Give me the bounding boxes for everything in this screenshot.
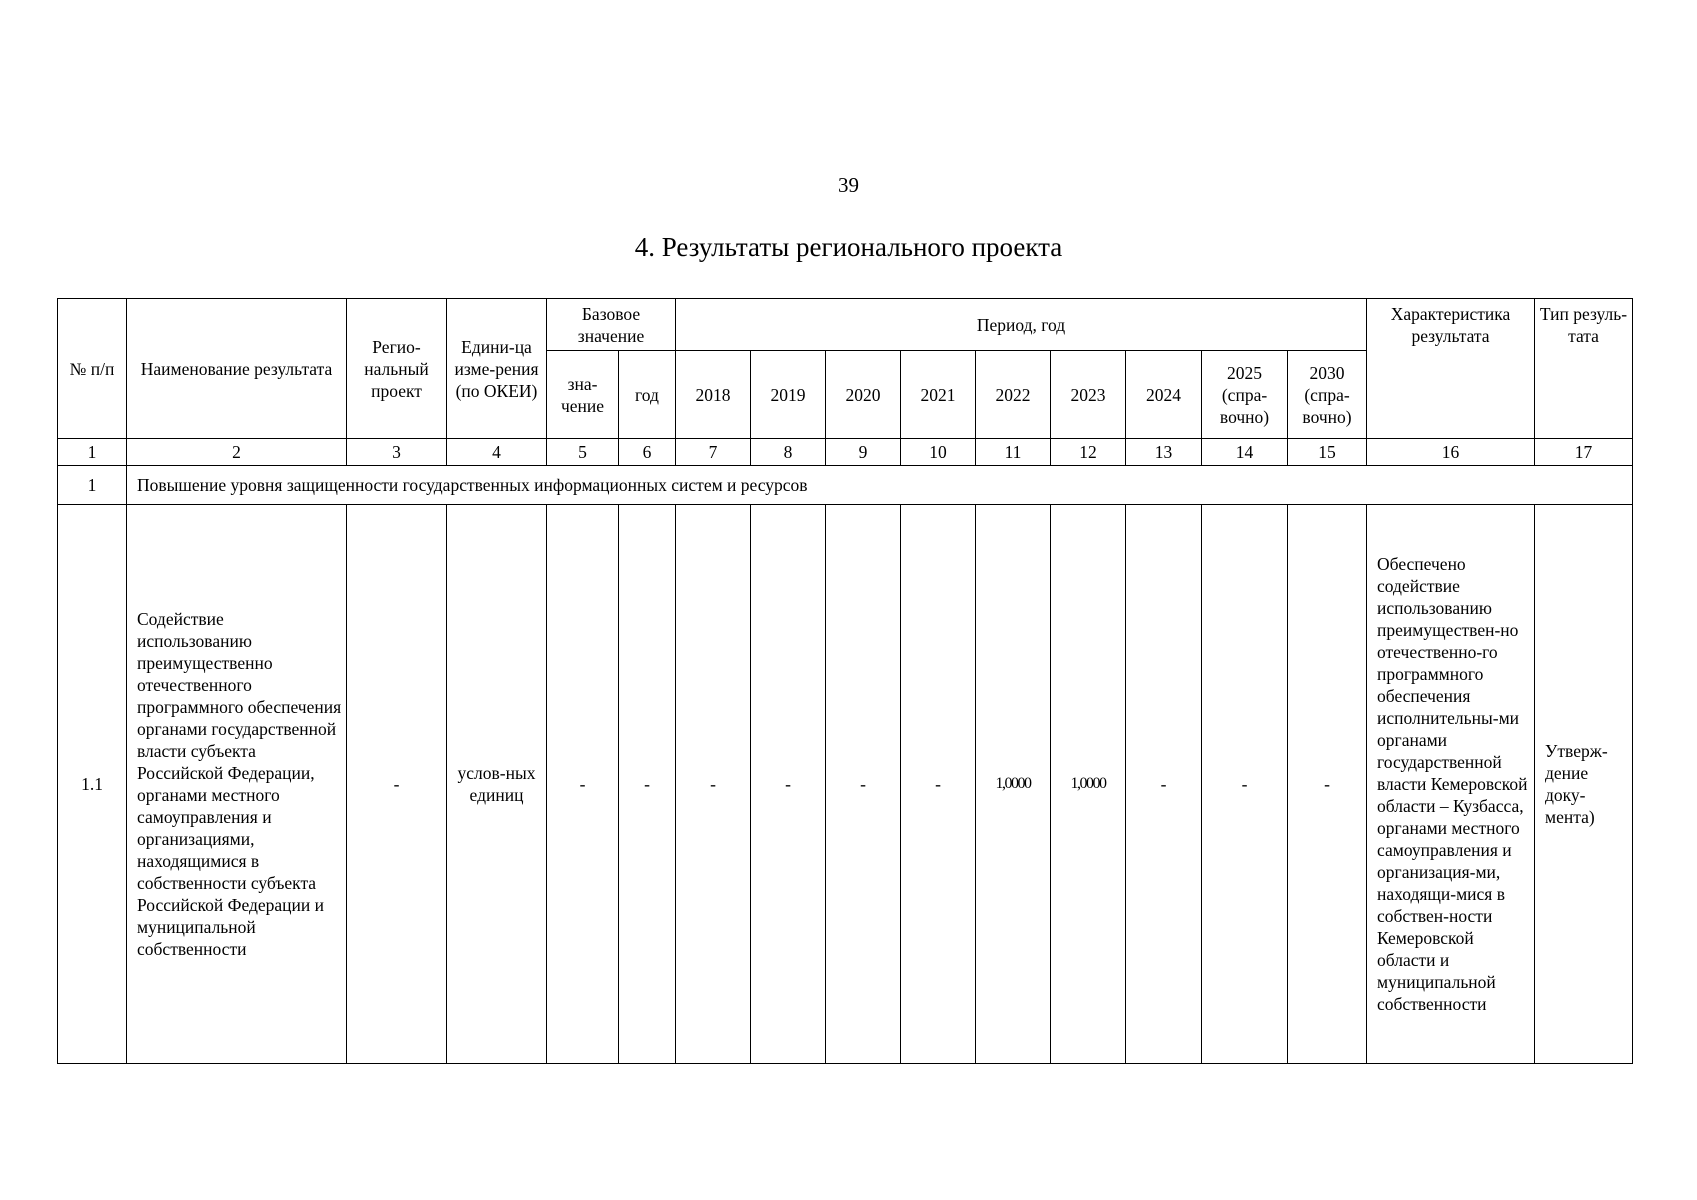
column-number: 12	[1051, 439, 1126, 466]
row-value-2025: -	[1202, 505, 1288, 1064]
header-year-2025: 2025 (спра-вочно)	[1202, 351, 1288, 439]
row-value-2020: -	[826, 505, 901, 1064]
row-value-2019: -	[751, 505, 826, 1064]
row-value-2018: -	[676, 505, 751, 1064]
page-number: 39	[838, 173, 859, 197]
header-characteristic: Характеристика результата	[1367, 299, 1535, 439]
section-title: Повышение уровня защищенности государственных информационных систем и ресурсов	[127, 466, 1633, 505]
header-row-top	[58, 299, 1633, 351]
header-year-2020: 2020	[826, 351, 901, 439]
row-base-value: -	[547, 505, 619, 1064]
section-num: 1	[58, 466, 127, 505]
row-value-2022: 1,0000	[976, 505, 1051, 1064]
column-number: 1	[58, 439, 127, 466]
header-name: Наименование результата	[127, 299, 347, 439]
column-number: 17	[1535, 439, 1633, 466]
row-value-2024: -	[1126, 505, 1202, 1064]
column-number: 4	[447, 439, 547, 466]
header-year-2019: 2019	[751, 351, 826, 439]
column-number: 3	[347, 439, 447, 466]
document-title: 4. Результаты регионального проекта	[634, 232, 1063, 262]
row-unit: услов-ных единиц	[447, 505, 547, 1064]
header-unit: Едини-ца изме-рения (по ОКЕИ)	[447, 299, 547, 439]
column-number: 2	[127, 439, 347, 466]
row-characteristic: Обеспечено содействие использованию преимуществен-но отечественно-го программного обеспечения исполнительны-ми органами государственной власти Кемеровской области – Кузбасса, органами местного самоуправления и организация-ми, находящи-мися в собствен-ности Кемеровской области и муниципальной собственности	[1367, 505, 1535, 1064]
header-year-2030: 2030 (спра-вочно)	[1288, 351, 1367, 439]
header-project: Регио-нальный проект	[347, 299, 447, 439]
header-year-2021: 2021	[901, 351, 976, 439]
column-number: 7	[676, 439, 751, 466]
header-period: Период, год	[676, 299, 1367, 351]
header-year-2023: 2023	[1051, 351, 1126, 439]
header-base: Базовое значение	[547, 299, 676, 351]
column-number: 11	[976, 439, 1051, 466]
section-row	[58, 466, 1633, 505]
row-base-year: -	[619, 505, 676, 1064]
column-number: 14	[1202, 439, 1288, 466]
header-year-2024: 2024	[1126, 351, 1202, 439]
table-row	[58, 505, 1633, 1064]
column-number: 15	[1288, 439, 1367, 466]
header-year-2022: 2022	[976, 351, 1051, 439]
column-number: 9	[826, 439, 901, 466]
row-value-2021: -	[901, 505, 976, 1064]
header-num: № п/п	[58, 299, 127, 439]
column-number-row	[58, 439, 1633, 466]
row-num: 1.1	[58, 505, 127, 1064]
row-project: -	[347, 505, 447, 1064]
header-base-value: зна-чение	[547, 351, 619, 439]
column-number: 6	[619, 439, 676, 466]
row-value-2023: 1,0000	[1051, 505, 1126, 1064]
column-number: 13	[1126, 439, 1202, 466]
column-number: 10	[901, 439, 976, 466]
row-type: Утверж-дение доку-мента)	[1535, 505, 1633, 1064]
column-number: 5	[547, 439, 619, 466]
row-name: Содействие использованию преимущественно отечественного программного обеспечения органами государственной власти субъекта Российской Федерации, органами местного самоуправления и организациями, находящимися в собственности субъекта Российской Федерации и муниципальной собственности	[127, 505, 347, 1064]
column-number: 8	[751, 439, 826, 466]
header-type: Тип резуль-тата	[1535, 299, 1633, 439]
results-table	[57, 298, 1633, 1064]
column-number: 16	[1367, 439, 1535, 466]
header-base-year: год	[619, 351, 676, 439]
header-year-2018: 2018	[676, 351, 751, 439]
row-value-2030: -	[1288, 505, 1367, 1064]
